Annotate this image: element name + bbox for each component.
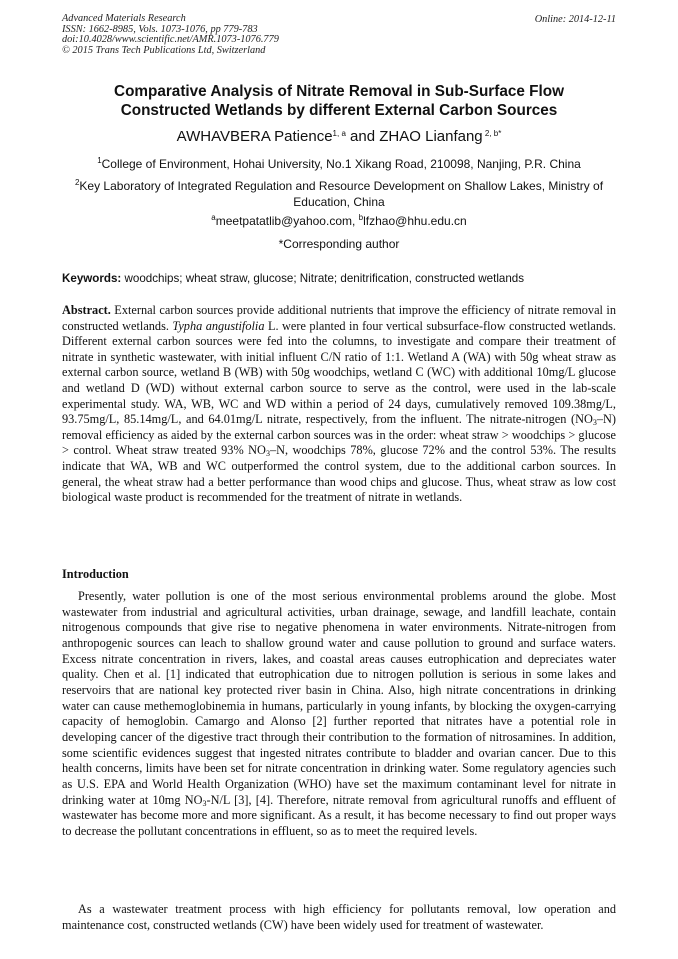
abstract-label: Abstract. — [62, 303, 111, 317]
email-line — [62, 213, 616, 229]
corresponding-author: *Corresponding author — [278, 237, 400, 251]
subscript: 3 — [265, 449, 270, 459]
affiliation-2 — [62, 178, 616, 210]
abstract-text-1: External carbon sources provide additional nutrients that improve the efficiency of nitrate removal in constructed wetlands. — [62, 303, 616, 333]
subscript: 3 — [202, 798, 207, 808]
author-2-affil: 2, b* — [482, 129, 502, 138]
affiliation-1 — [62, 156, 616, 172]
affiliation-1-mark: 1 — [97, 156, 102, 165]
author-1: AWHAVBERA Patience — [176, 128, 333, 145]
abstract-text-3: –N) removal efficiency as aided by the external carbon sources was in the order: wheat straw > woodchips > glucose > control. Wheat straw treated 93% NO — [62, 412, 616, 458]
copyright-line: © 2015 Trans Tech Publications Ltd, Switzerland — [62, 44, 266, 56]
email-b-mark: b — [358, 213, 364, 222]
keywords-text: woodchips; wheat straw, glucose; Nitrate; denitrification, constructed wetlands — [121, 272, 525, 285]
journal-header — [62, 14, 279, 56]
abstract-text-2: L. were planted in four vertical subsurface-flow constructed wetlands. Different external carbon sources were fed into the columns, to investigate and compare their treatment of nitrate in synthetic wastewater, with initial influent C/N ratio of 1:1. Wetland A (WA) with 50g wheat straw as external carbon source, wetland B (WB) with 50g woodchips, wetland C (WC) with additional 10mg/L glucose and wetland D (WD) without external carbon source to serve as the control, were used in the lab-scale experimental study. WA, WB, WC and WD within a period of 24 days, cumulatively removed 109.38mg/L, 93.75mg/L, 85.14mg/L, and 64.01mg/L nitrate, respectively, from the influent. The nitrate-nitrogen (NO — [62, 318, 616, 427]
species-name: Typha angustifolia — [172, 318, 265, 333]
author-line — [50, 128, 628, 145]
online-date: Online: 2014-12-11 — [534, 14, 616, 25]
title-line-2: Constructed Wetlands by different External Carbon Sources — [120, 102, 558, 119]
author-and: and — [345, 128, 380, 145]
author-2: ZHAO Lianfang — [379, 128, 483, 145]
intro-text-1: Presently, water pollution is one of the most serious environmental problems around the globe. Most wastewater from industrial and agricultural activities, urban drainage, sewage, and landfill leachate, contain nitrogenous compounds that give rise to negative phenomena in water environments. Nitrate-nitrogen from anthropogenic sources can leach to shallow ground water and cause pollution to ground and surface waters. Excess nitrate concentration in rivers, lakes, and coastal areas causes eutrophication and depreciates water quality. Chen et al. [1] indicated that eutrophication due to nitrogen pollution is serious in some lakes and reservoirs that are national key protected river basin in China. Also, high nitrate concentrations in drinking water can cause methemoglobinemia in humans, particularly in young infants, by blocking the oxygen-carrying capacity of hemoglobin. Camargo and Alonso [2] further reported that nitrates have a potential role in developing cancer of the digestive tract through their contribution to the formation of nitrosamines. In addition, some scientific evidences suggest that ingested nitrates contribute to bladder and ovarian cancer. Due to this health concerns, limits have been set for nitrate concentration in drinking water. Some regulatory agencies such as U.S. EPA and World Health Organization (WHO) have set the maximum contaminant level for nitrate in drinking water at 10mg NO — [62, 589, 616, 807]
title-line-1: Comparative Analysis of Nitrate Removal in Sub-Surface Flow — [114, 83, 564, 100]
subscript: 3 — [592, 418, 597, 428]
email-b: lfzhao@hhu.edu.cn — [363, 214, 467, 228]
abstract-text-4: –N, woodchips 78%, glucose 72% and the control 53%. The results indicate that WA, WB and WC outperformed the control system, due to the additional carbon sources. In general, the wheat straw had a better performance than wood chips and glucose. Thus, wheat straw as low cost biological waste product is recommended for the treatment of nitrate in wetlands. — [62, 443, 616, 505]
affiliation-2-text: Key Laboratory of Integrated Regulation and Resource Development on Shallow Lakes, Ministry of Education, China — [79, 179, 604, 209]
introduction-paragraph-1 — [62, 589, 616, 840]
journal-name: Advanced Materials Research — [62, 13, 186, 24]
intro-text-2: -N/L [3], [4]. Therefore, nitrate removal from agricultural runoffs and effluent of wastewater has become more and more significant. As a result, it has become necessary to find out proper ways to decrease the pollutant concentrations in effluent, so as to meet the required levels. — [62, 792, 616, 838]
author-1-affil: 1, a — [332, 129, 346, 138]
issn-line: ISSN: 1662-8985, Vols. 1073-1076, pp 779-783 — [62, 23, 258, 35]
email-a-mark: a — [211, 213, 216, 222]
keywords — [62, 272, 618, 285]
doi-line: doi:10.4028/www.scientific.net/AMR.1073-1076.779 — [62, 34, 279, 45]
abstract — [62, 303, 616, 506]
introduction-paragraph-2: As a wastewater treatment process with high efficiency for pollutants removal, low operation and maintenance cost, constructed wetlands (CW) have been widely used for treatment of wastewater. — [62, 902, 616, 932]
introduction-heading: Introduction — [62, 567, 129, 581]
paper-title — [50, 82, 628, 120]
affiliation-1-text: College of Environment, Hohai University, No.1 Xikang Road, 210098, Nanjing, P.R. China — [101, 157, 581, 171]
keywords-label: Keywords: — [62, 272, 122, 285]
affiliation-2-mark: 2 — [74, 178, 80, 187]
email-a: meetpatatlib@yahoo.com, — [215, 214, 359, 228]
